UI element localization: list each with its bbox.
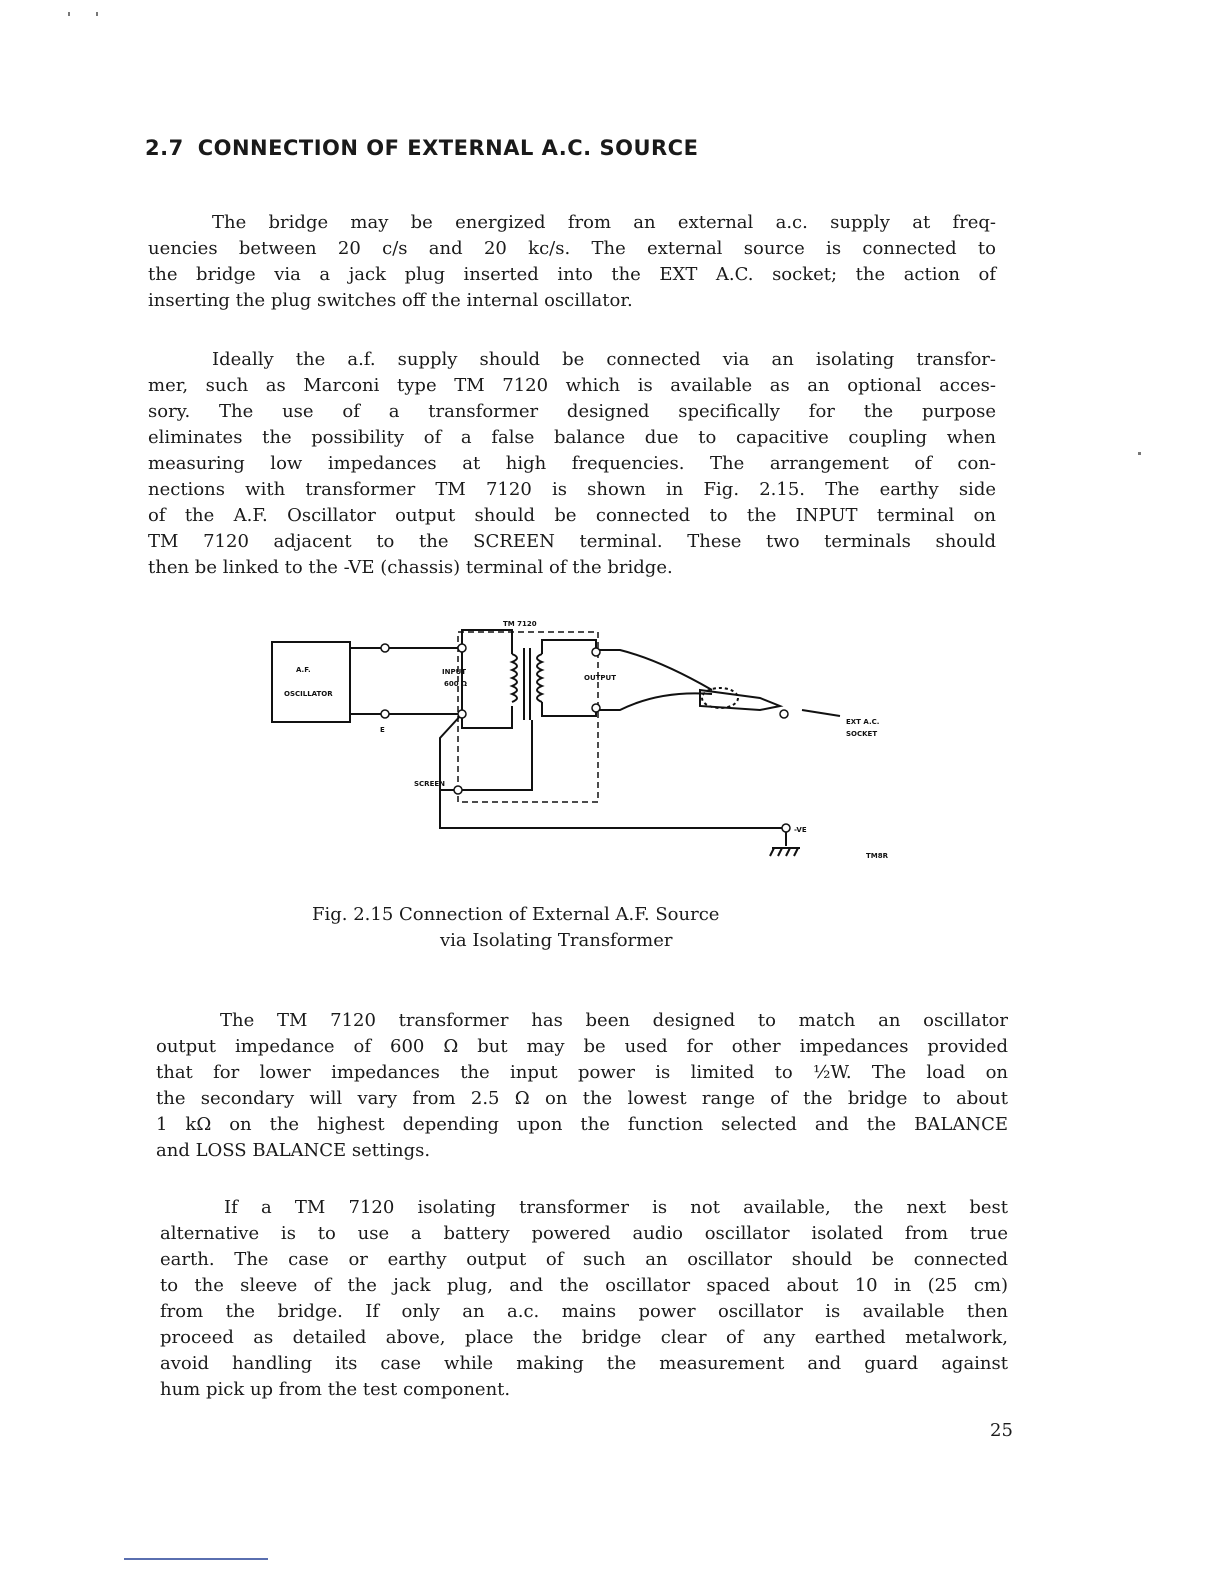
screen-wire	[440, 714, 532, 790]
text-line: sory. The use of a transformer designed specifically for the purpose	[148, 401, 996, 422]
paragraph-external-source	[148, 210, 996, 314]
output-label: OUTPUT	[584, 674, 616, 682]
paragraph-isolating-transformer	[148, 347, 996, 581]
scan-speck	[1138, 452, 1141, 455]
scan-speck	[96, 12, 98, 16]
paragraph-impedance	[156, 1008, 1008, 1164]
text-line: inserting the plug switches off the internal oscillator.	[148, 290, 633, 311]
earth-hatch-2	[778, 848, 782, 856]
section-title: CONNECTION OF EXTERNAL A.C. SOURCE	[197, 136, 699, 160]
caption-line-1: Fig. 2.15 Connection of External A.F. Source	[312, 904, 720, 925]
text-line: Ideally the a.f. supply should be connected via an isolating transfor-	[212, 349, 996, 370]
input-label-2: 600 Ω	[444, 680, 467, 688]
text-line: eliminates the possibility of a false balance due to capacitive coupling when	[148, 427, 996, 448]
terminal-ve	[782, 824, 790, 832]
oscillator-box	[272, 642, 350, 722]
ve-label: -VE	[794, 826, 807, 834]
section-number: 2.7	[145, 136, 184, 160]
primary-loop	[462, 630, 512, 728]
text-line: nections with transformer TM 7120 is shown in Fig. 2.15. The earthy side	[148, 479, 996, 500]
earth-label: E	[380, 726, 385, 734]
earth-hatch-1	[770, 848, 774, 856]
terminal-osc-bottom	[381, 710, 389, 718]
text-line: the bridge via a jack plug inserted into the EXT A.C. socket; the action of	[148, 264, 996, 285]
text-line: TM 7120 adjacent to the SCREEN terminal. These two terminals should	[148, 531, 996, 552]
section-heading	[145, 136, 698, 160]
text-line: If a TM 7120 isolating transformer is not available, the next best	[224, 1197, 1008, 1218]
caption-line-2: via Isolating Transformer	[440, 930, 673, 951]
socket-lead	[802, 710, 840, 716]
text-line: of the A.F. Oscillator output should be connected to the INPUT terminal on	[148, 505, 996, 526]
text-line: measuring low impedances at high frequencies. The arrangement of con-	[148, 453, 996, 474]
earth-hatch-4	[794, 848, 798, 856]
text-line: from the bridge. If only an a.c. mains power oscillator is available then	[160, 1301, 1008, 1322]
text-line: uencies between 20 c/s and 20 kc/s. The external source is connected to	[148, 238, 996, 259]
ve-wire	[440, 790, 786, 828]
text-line: and LOSS BALANCE settings.	[156, 1140, 431, 1161]
text-line: 1 kΩ on the highest depending upon the function selected and the BALANCE	[156, 1114, 1008, 1135]
text-line: hum pick up from the test component.	[160, 1379, 511, 1400]
earth-hatch-3	[786, 848, 790, 856]
figure-ref-label: TM8R	[866, 852, 889, 860]
text-line: then be linked to the -VE (chassis) terminal of the bridge.	[148, 557, 673, 578]
text-line: The TM 7120 transformer has been designed to match an oscillator	[220, 1010, 1008, 1031]
screen-label: SCREEN	[414, 780, 445, 788]
oscillator-label-2: OSCILLATOR	[284, 690, 333, 698]
terminal-output-top	[592, 648, 600, 656]
input-label-1: INPUT	[442, 668, 467, 676]
transformer-label: TM 7120	[503, 620, 537, 628]
text-line: alternative is to use a battery powered audio oscillator isolated from true	[160, 1223, 1008, 1244]
circuit-diagram	[0, 610, 1224, 910]
terminal-input-bottom	[458, 710, 466, 718]
primary-coil	[512, 654, 517, 702]
socket-terminal	[780, 710, 788, 718]
text-line: The bridge may be energized from an external a.c. supply at freq-	[212, 212, 996, 233]
text-line: mer, such as Marconi type TM 7120 which is available as an optional acces-	[148, 375, 996, 396]
footer-rule	[124, 1558, 268, 1560]
text-line: output impedance of 600 Ω but may be used for other impedances provided	[156, 1036, 1008, 1057]
figure-caption	[312, 902, 719, 954]
ext-socket-label-1: EXT A.C.	[846, 718, 880, 726]
text-line: avoid handling its case while making the measurement and guard against	[160, 1353, 1008, 1374]
text-line: that for lower impedances the input power is limited to ½W. The load on	[156, 1062, 1008, 1083]
terminal-screen	[454, 786, 462, 794]
text-line: the secondary will vary from 2.5 Ω on the lowest range of the bridge to about	[156, 1088, 1008, 1109]
terminal-osc-top	[381, 644, 389, 652]
lead-bottom	[596, 693, 712, 710]
lead-top	[596, 650, 712, 690]
secondary-coil	[537, 654, 542, 702]
paragraph-alternative	[160, 1195, 1008, 1403]
text-line: earth. The case or earthy output of such an oscillator should be connected	[160, 1249, 1008, 1270]
page-number: 25	[990, 1420, 1013, 1441]
text-line: to the sleeve of the jack plug, and the oscillator spaced about 10 in (25 cm)	[160, 1275, 1008, 1296]
scan-speck	[68, 12, 70, 16]
text-line: proceed as detailed above, place the bridge clear of any earthed metalwork,	[160, 1327, 1008, 1348]
terminal-output-bottom	[592, 704, 600, 712]
terminal-input-top	[458, 644, 466, 652]
ext-socket-label-2: SOCKET	[846, 730, 878, 738]
oscillator-label-1: A.F.	[296, 666, 311, 674]
